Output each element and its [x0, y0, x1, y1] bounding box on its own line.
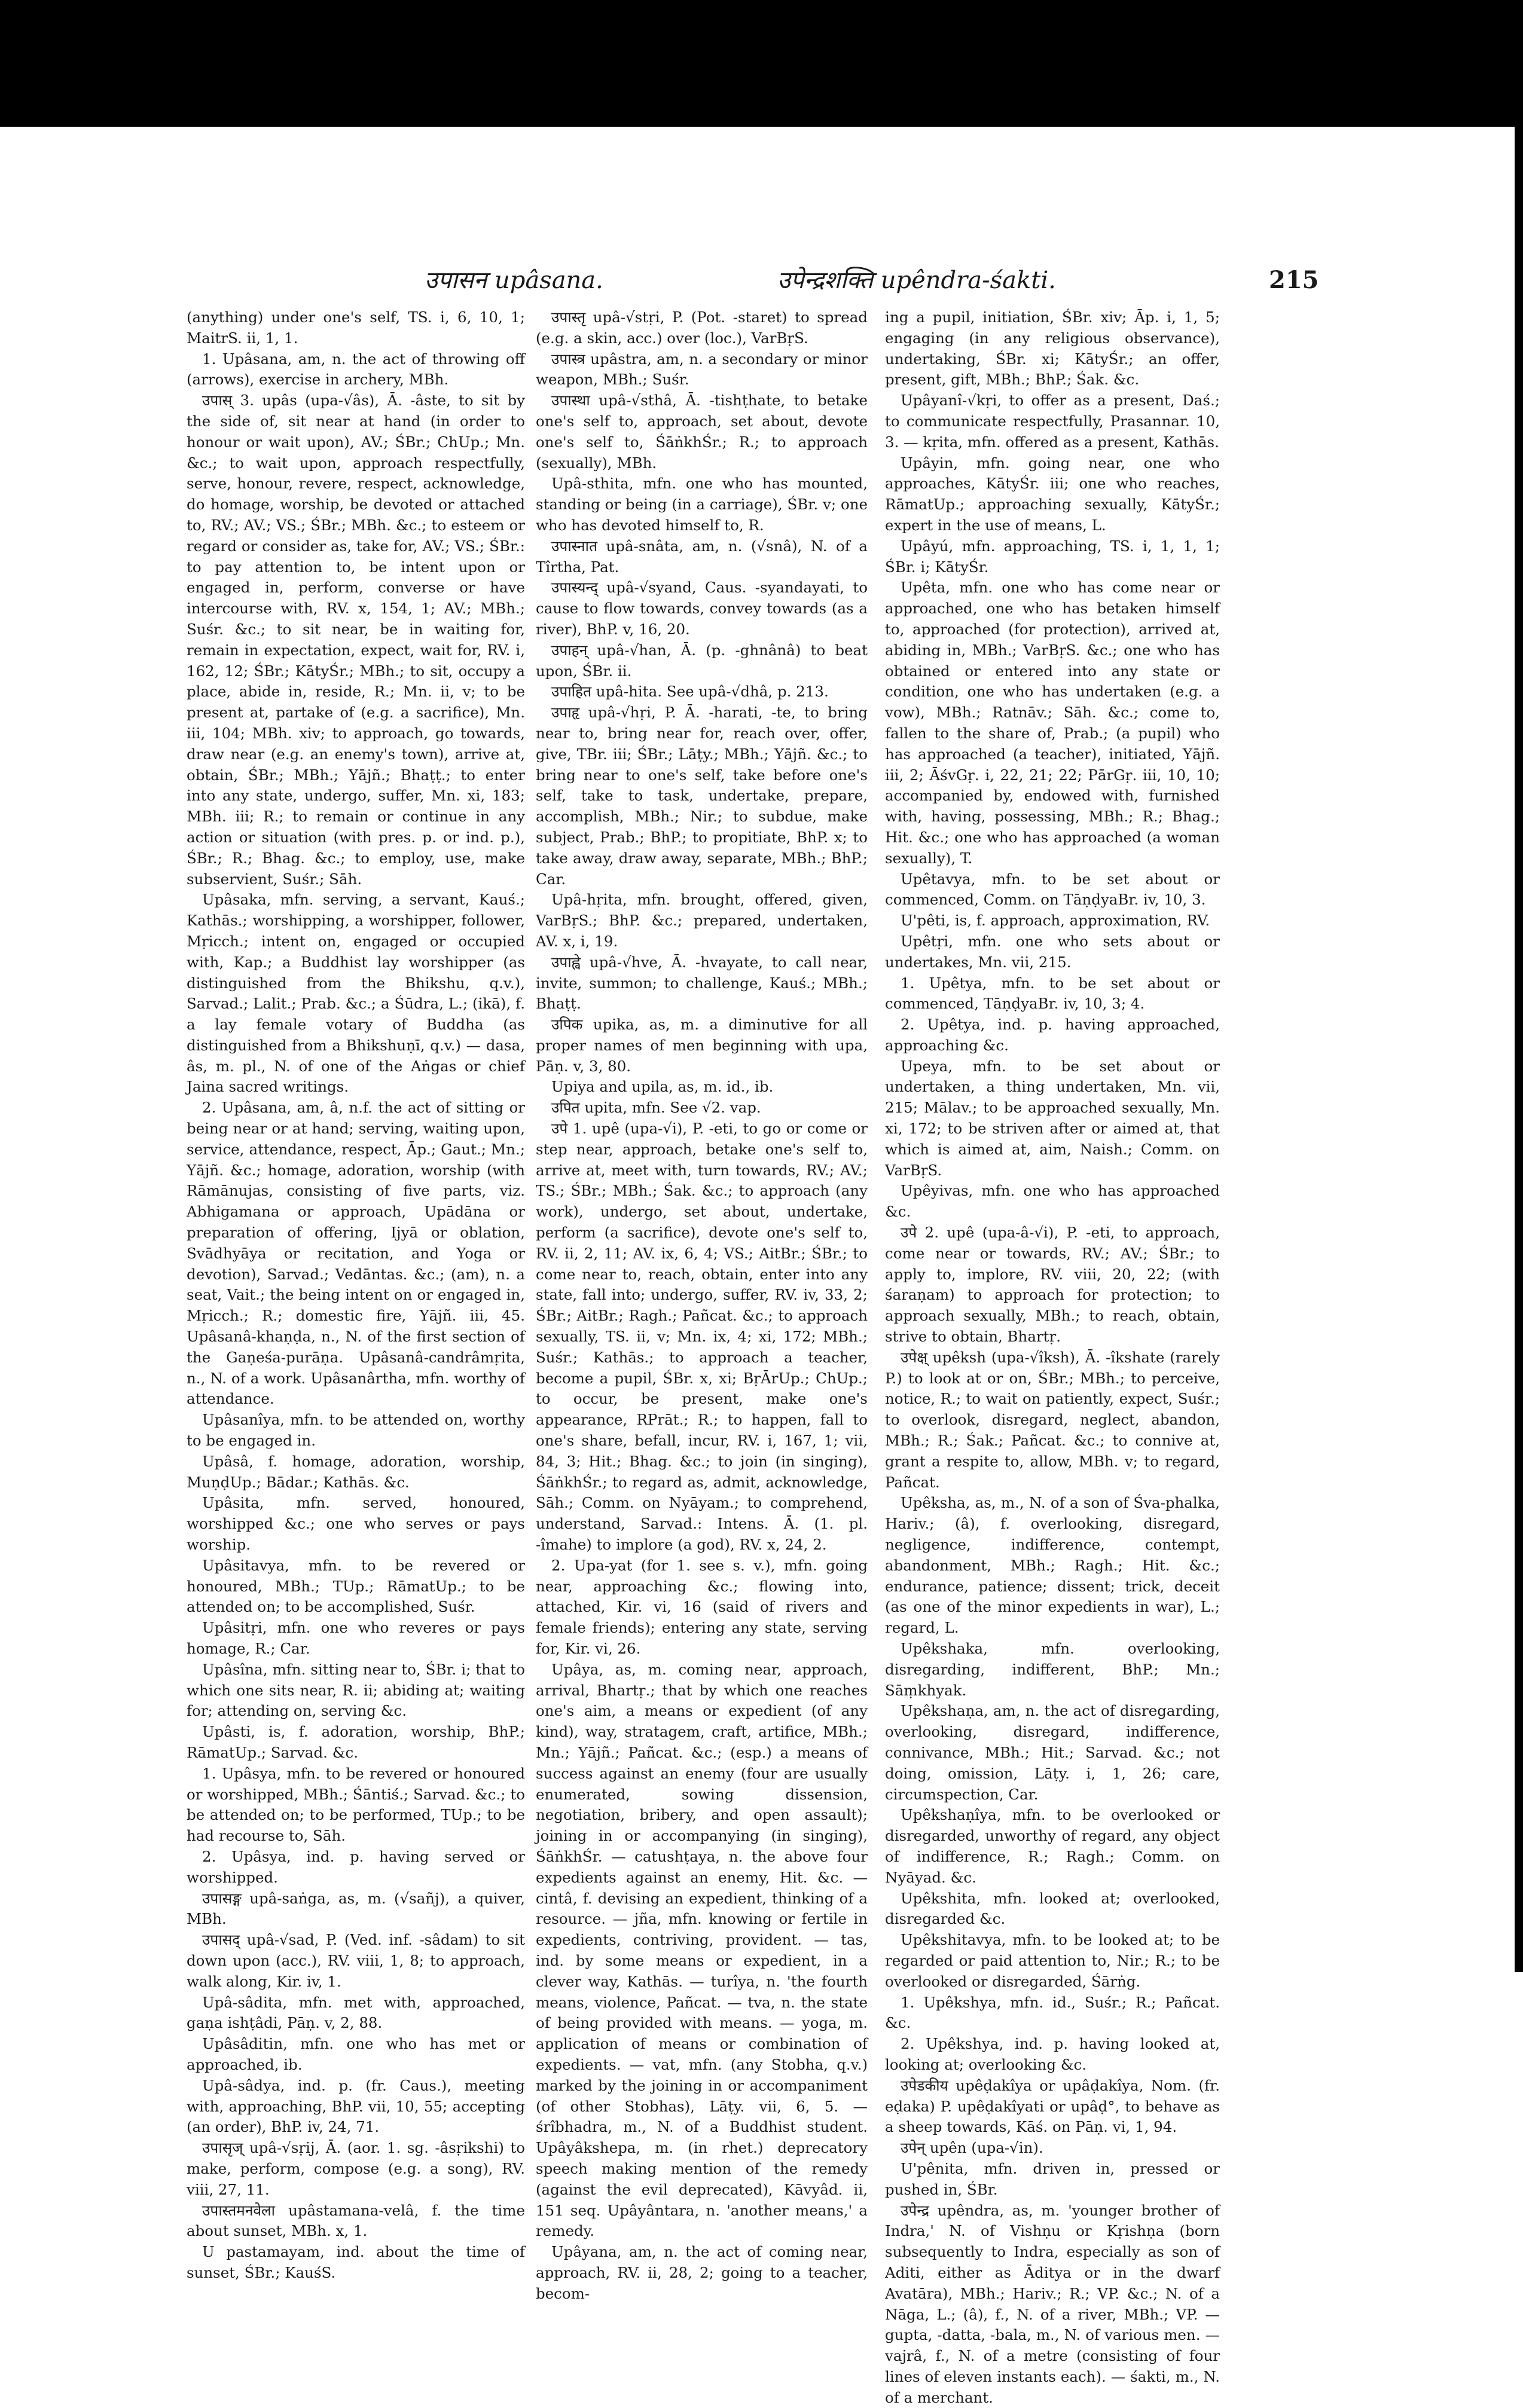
- dictionary-entry: 1. Upêkshya, mfn. id., Suśr.; R.; Pañcat. &c.: [885, 1993, 1220, 2032]
- dictionary-entry: Upêkshita, mfn. looked at; overlooked, disregarded &c.: [885, 1889, 1220, 1928]
- dictionary-entry: ing a pupil, initiation, ŚBr. xiv; Āp. i, 1, 5; engaging (in any religious observance), undertaking, ŚBr. xi; KātyŚr.; an offer, present, gift, MBh.; BhP.; Śak. &c.: [885, 308, 1220, 389]
- dictionary-entry: उपासद् upâ-√sad, P. (Ved. inf. -sâdam) to sit down upon (acc.), RV. viii, 1, 8; to approach, walk along, Kir. iv, 1.: [187, 1931, 525, 1990]
- dictionary-entry: Upâsâ, f. homage, adoration, worship, MuṇḍUp.; Bādar.; Kathās. &c.: [187, 1452, 525, 1491]
- dictionary-entry: Upâsaka, mfn. serving, a servant, Kauś.; Kathās.; worshipping, a worshipper, follower, Mṛicch.; intent on, engaged or occupied with, Kap.; a Buddhist lay worshipper (as distinguished from the Bhikshu, q.v.), Sarvad.; Lalit.; Prab. &c.; a Śūdra, L.; (ikā), f. a lay female votary of Buddha (as distinguished from a Bhikshuṇī, q.v.) — dasa, âs, m. pl., N. of one of the Aṅgas or chief Jaina sacred writings.: [187, 891, 525, 1096]
- dictionary-entry: 1. Upêtya, mfn. to be set about or commenced, TāṇḍyaBr. iv, 10, 3; 4.: [885, 974, 1220, 1013]
- dictionary-entry: 1. Upâsana, am, n. the act of throwing off (arrows), exercise in archery, MBh.: [187, 350, 525, 389]
- dictionary-entry: 2. Upêtya, ind. p. having approached, approaching &c.: [885, 1016, 1220, 1054]
- dictionary-entry: 2. Upâsana, am, â, n.f. the act of sitting or being near or at hand; serving, waiting upon, service, attendance, respect, Āp.; Gaut.; Mn.; Yājñ. &c.; homage, adoration, worship (with Rāmānujas, consisting of five parts, viz. Abhigamana or approach, Upādāna or preparation of offering, Ijyā or oblation, Svādhyāya or recitation, and Yoga or devotion), Sarvad.; Vedāntas. &c.; (am), n. a seat, Vait.; the being intent on or engaged in, Mṛicch.; R.; domestic fire, Yājñ. iii, 45. Upâsanâ-khaṇḍa, n., N. of the first section of the Gaṇeśa-purāṇa. Upâsanâ-candrâmṛita, n., N. of a work. Upâsanârtha, mfn. worthy of attendance.: [187, 1099, 525, 1408]
- dictionary-entry: उपास्नात upâ-snâta, am, n. (√snâ), N. of a Tîrtha, Pat.: [536, 537, 868, 576]
- dictionary-entry: U pastamayam, ind. about the time of sunset, ŚBr.; KauśS.: [187, 2243, 525, 2281]
- dictionary-entry: Upêksha, as, m., N. of a son of Śva-phalka, Hariv.; (â), f. overlooking, disregard, negligence, indifference, contempt, abandonment, MBh.; Ragh.; Hit. &c.; endurance, patience; dissent; trick, deceit (as one of the minor expedients in war), L.; regard, L.: [885, 1494, 1220, 1637]
- dictionary-entry: Upâsitavya, mfn. to be revered or honoured, MBh.; TUp.; RāmatUp.; to be attended on; to be accomplished, Suśr.: [187, 1556, 525, 1616]
- dictionary-entry: उपाहृ upâ-√hṛi, P. Ā. -harati, -te, to bring near to, bring near for, reach over, offer, give, TBr. iii; ŚBr.; Lāṭy.; MBh.; Yājñ. &c.; to bring near to one's self, take before one's self, take to task, undertake, prepare, accomplish, MBh.; Nir.; to subdue, make subject, Prab.; BhP.; to propitiate, BhP. x; to take away, draw away, separate, MBh.; BhP.; Car.: [536, 704, 868, 888]
- dictionary-entry: Upêta, mfn. one who has come near or approached, one who has betaken himself to, approached (for protection), arrived at, abiding in, MBh.; VarBṛS. &c.; one who has obtained or entered into any state or condition, one who has undertaken (e.g. a vow), MBh.; Ratnāv.; Sāh. &c.; come to, fallen to the share of, Prab.; (a pupil) who has approached (a teacher), initiated, Yājñ. iii, 2; ĀśvGṛ. i, 22, 21; 22; PārGṛ. iii, 10, 10; accompanied by, endowed with, furnished with, having, possessing, MBh.; R.; Bhag.; Hit. &c.; one who has approached (a woman sexually), T.: [885, 579, 1220, 867]
- dictionary-entry: उपास्तृ upâ-√stṛi, P. (Pot. -staret) to spread (e.g. a skin, acc.) over (loc.), VarBṛS.: [536, 308, 868, 347]
- dictionary-entry: Upâ-sthita, mfn. one who has mounted, standing or being (in a carriage), ŚBr. v; one who has devoted himself to, R.: [536, 475, 868, 534]
- scan-right-border: [1515, 127, 1523, 1972]
- dictionary-entry: Upêkshaṇîya, mfn. to be overlooked or disregarded, unworthy of regard, any object of indifference, R.; Ragh.; Comm. on Nyāyad. &c.: [885, 1806, 1220, 1886]
- column-middle: [536, 307, 868, 2302]
- dictionary-entry: Upiya and upila, as, m. id., ib.: [551, 1078, 774, 1096]
- dictionary-entry: Upeya, mfn. to be set about or undertaken, a thing undertaken, Mn. vii, 215; Mālav.; to be approached sexually, Mn. xi, 172; to be striven after or aimed at, that which is aimed at, aim, Naish.; Comm. on VarBṛS.: [885, 1057, 1220, 1179]
- dictionary-entry: उपेन्द्र upêndra, as, m. 'younger brother of Indra,' N. of Vishṇu or Kṛishṇa (born subsequently to Indra, especially as son of Aditi, either as Āditya or in the dwarf Avatāra), MBh.; Hariv.; R.; VP. &c.; N. of a Nāga, L.; (â), f., N. of a river, MBh.; VP. — gupta, -datta, -bala, m., N. of various men. — vajrâ, f., N. of a metre (consisting of four lines of eleven instants each). — śakti, m., N. of a merchant.: [885, 2201, 1220, 2406]
- dictionary-entry: उपे 2. upê (upa-â-√i), P. -eti, to approach, come near or towards, RV.; AV.; ŚBr.; to apply to, implore, RV. viii, 20, 22; (with śaraṇam) to approach for protection; to approach sexually, MBh.; to reach, obtain, strive to obtain, Bhartṛ.: [885, 1224, 1220, 1346]
- dictionary-entry: Upâsîna, mfn. sitting near to, ŚBr. i; that to which one sits near, R. ii; abiding at; waiting for; attending on, serving &c.: [187, 1660, 525, 1720]
- dictionary-entry: Upêyivas, mfn. one who has approached &c.: [885, 1182, 1220, 1221]
- dictionary-entry: उपास्था upâ-√sthâ, Ā. -tishṭhate, to betake one's self to, approach, set about, devote one's self to, ŚāṅkhŚr.; R.; to approach (sexually), MBh.: [536, 392, 868, 472]
- dictionary-entry: उपास्यन्द् upâ-√syand, Caus. -syandayati, to cause to flow towards, convey towards (as a river), BhP. v, 16, 20.: [536, 579, 868, 638]
- dictionary-entry: U'pêti, is, f. approach, approximation, RV.: [901, 912, 1210, 930]
- scan-top-border: [0, 0, 1523, 127]
- running-head-center: उपेन्द्रशक्ति upêndra-śakti.: [777, 267, 1056, 294]
- dictionary-entry: Upâya, as, m. coming near, approach, arrival, Bhartṛ.; that by which one reaches one's aim, a means or expedient (of any kind), way, stratagem, craft, artifice, MBh.; Mn.; Yājñ.; Pañcat. &c.; (esp.) a means of success against an enemy (four are usually enumerated, sowing dissension, negotiation, bribery, and open assault); joining in or accompanying (in singing), ŚāṅkhŚr. — catushṭaya, n. the above four expedients against an enemy, Hit. &c. — cintâ, f. devising an expedient, thinking of a resource. — jña, mfn. knowing or fertile in expedients, contriving, provident. — tas, ind. by some means or expedient, in a clever way, Kathās. — turîya, n. 'the fourth means, violence, Pañcat. — tva, n. the state of being provided with means. — yoga, m. application of means or combination of expedients. — vat, mfn. (any Stobha, q.v.) marked by the joining in or accompaniment (of other Stobhas), Lāṭy. vii, 6, 5. — śrîbhadra, m., N. of a Buddhist student. Upâyâkshepa, m. (in rhet.) deprecatory speech making mention of the remedy (against the evil deprecated), Kāvyâd. ii, 151 seq. Upâyântara, n. 'another means,' a remedy.: [536, 1660, 868, 2240]
- dictionary-entry: उपासङ्ग upâ-saṅga, as, m. (√sañj), a quiver, MBh.: [187, 1889, 525, 1928]
- dictionary-entry: उपास्तमनवेला upâstamana-velâ, f. the time about sunset, MBh. x, 1.: [187, 2201, 525, 2240]
- dictionary-entry: उपासृज् upâ-√sṛij, Ā. (aor. 1. sg. -âsṛikshi) to make, perform, compose (e.g. a song), RV. viii, 27, 11.: [187, 2139, 525, 2198]
- column-right: [885, 307, 1220, 2406]
- dictionary-entry: 2. Upêkshya, ind. p. having looked at, looking at; overlooking &c.: [885, 2035, 1220, 2073]
- dictionary-entry: Upâ-hṛita, mfn. brought, offered, given, VarBṛS.; BhP. &c.; prepared, undertaken, AV. x, i, 19.: [536, 891, 868, 950]
- dictionary-entry: Upâ-sâdita, mfn. met with, approached, gaṇa ishṭâdi, Pāṇ. v, 2, 88.: [187, 1993, 525, 2032]
- running-head-left: उपासन upâsana.: [425, 267, 603, 294]
- dictionary-entry: Upêkshaṇa, am, n. the act of disregarding, overlooking, disregard, indifference, connivance, MBh.; Hit.; Sarvad. &c.; not doing, omission, Lāṭy. i, 1, 26; care, circumspection, Car.: [885, 1702, 1220, 1803]
- dictionary-entry: Upâsita, mfn. served, honoured, worshipped &c.; one who serves or pays worship.: [187, 1494, 525, 1554]
- dictionary-entry: Upâsâditin, mfn. one who has met or approached, ib.: [187, 2035, 525, 2073]
- dictionary-entry: Upâyin, mfn. going near, one who approaches, KātyŚr. iii; one who reaches, RāmatUp.; approaching sexually, KātyŚr.; expert in the use of means, L.: [885, 454, 1220, 534]
- dictionary-entry: Upêkshitavya, mfn. to be looked at; to be regarded or paid attention to, Nir.; R.; to be overlooked or disregarded, Śārṅg.: [885, 1931, 1220, 1990]
- dictionary-entry: Upâsitṛi, mfn. one who reveres or pays homage, R.; Car.: [187, 1619, 525, 1657]
- dictionary-entry: Upêkshaka, mfn. overlooking, disregarding, indifferent, BhP.; Mn.; Sāṃkhyak.: [885, 1640, 1220, 1699]
- dictionary-entry: U'pênita, mfn. driven in, pressed or pushed in, ŚBr.: [885, 2159, 1220, 2198]
- dictionary-entry: Upâsanîya, mfn. to be attended on, worthy to be engaged in.: [187, 1411, 525, 1450]
- dictionary-entry: उपाह्वे upâ-√hve, Ā. -hvayate, to call near, invite, summon; to challenge, Kauś.; MBh.; Bhaṭṭ.: [536, 953, 868, 1013]
- page-number: 215: [1269, 266, 1319, 294]
- dictionary-entry: Upâyana, am, n. the act of coming near, approach, RV. ii, 28, 2; going to a teacher, becom-: [536, 2243, 868, 2302]
- dictionary-entry: 2. Upa-yat (for 1. see s. v.), mfn. going near, approaching &c.; flowing into, attached, Kir. vi, 16 (said of rivers and female friends); entering any state, serving for, Kir. vi, 26.: [536, 1556, 868, 1657]
- dictionary-entry: Upâ-sâdya, ind. p. (fr. Caus.), meeting with, approaching, BhP. vii, 10, 55; accepting (an order), BhP. iv, 24, 71.: [187, 2076, 525, 2136]
- dictionary-entry: उपास् 3. upâs (upa-√âs), Ā. -âste, to sit by the side of, sit near at hand (in order to honour or wait upon), AV.; ŚBr.; ChUp.; Mn. &c.; to wait upon, approach respectfully, serve, honour, revere, respect, acknowledge, do homage, worship, be devoted or attached to, RV.; AV.; VS.; ŚBr.; MBh. &c.; to esteem or regard or consider as, take for, AV.; VS.; ŚBr.: to pay attention to, be intent upon or engaged in, perform, converse or have intercourse with, RV. x, 154, 1; AV.; MBh.; Suśr. &c.; to sit near, be in waiting for, remain in expectation, expect, wait for, RV. i, 162, 12; ŚBr.; KātyŚr.; MBh.; to sit, occupy a place, abide in, reside, R.; Mn. ii, v; to be present at, partake of (e.g. a sacrifice), Mn. iii, 104; MBh. xiv; to approach, go towards, draw near (e.g. an enemy's town), arrive at, obtain, ŚBr.; MBh.; Yājñ.; Bhaṭṭ.; to enter into any state, undergo, suffer, Mn. xi, 183; MBh. iii; R.; to remain or continue in any action or situation (with pres. p. or ind. p.), ŚBr.; R.; Bhag. &c.; to employ, use, make subservient, Suśr.; Sāh.: [187, 392, 525, 888]
- dictionary-entry: उपे 1. upê (upa-√i), P. -eti, to go or come or step near, approach, betake one's self to, arrive at, meet with, turn towards, RV.; AV.; TS.; ŚBr.; MBh.; Śak. &c.; to approach (any work), undergo, set about, undertake, perform (a sacrifice), devote one's self to, RV. ii, 2, 11; AV. ix, 6, 4; VS.; AitBr.; ŚBr.; to come near to, reach, obtain, enter into any state, fall into; undergo, suffer, RV. iv, 33, 2; ŚBr.; AitBr.; Ragh.; Pañcat. &c.; to approach sexually, TS. ii, v; Mn. ix, 4; xi, 172; MBh.; Suśr.; Kathās.; to approach a teacher, become a pupil, ŚBr. x, xi; BṛĀrUp.; ChUp.; to occur, be present, make one's appearance, RPrāt.; R.; to happen, fall to one's share, befall, incur, RV. i, 167, 1; vii, 84, 3; Hit.; Bhag. &c.; to join (in singing), ŚāṅkhŚr.; to regard as, admit, acknowledge, Sāh.; Comm. on Nyāyam.; to comprehend, understand, Sarvad.: Intens. Ā. (1. pl. -îmahe) to implore (a god), RV. x, 24, 2.: [536, 1120, 868, 1554]
- dictionary-entry: Upêtavya, mfn. to be set about or commenced, Comm. on TāṇḍyaBr. iv, 10, 3.: [885, 870, 1220, 909]
- dictionary-entry: 1. Upâsya, mfn. to be revered or honoured or worshipped, MBh.; Śāntiś.; Sarvad. &c.; to be attended on; to be performed, TUp.; to be had recourse to, Sāh.: [187, 1764, 525, 1845]
- dictionary-entry: 2. Upâsya, ind. p. having served or worshipped.: [187, 1847, 525, 1886]
- dictionary-entry: Upâyú, mfn. approaching, TS. i, 1, 1, 1; ŚBr. i; KātyŚr.: [885, 537, 1220, 576]
- dictionary-entry: उपेन् upên (upa-√in).: [901, 2139, 1043, 2157]
- dictionary-entry: उपित upita, mfn. See √2. vap.: [551, 1099, 761, 1117]
- column-left: [187, 307, 525, 2281]
- dictionary-page: [0, 127, 1515, 2406]
- dictionary-entry: Upêtṛi, mfn. one who sets about or undertakes, Mn. vii, 215.: [885, 932, 1220, 971]
- dictionary-entry: उपास्त्र upâstra, am, n. a secondary or minor weapon, MBh.; Suśr.: [536, 350, 868, 389]
- dictionary-entry: उपिक upika, as, m. a diminutive for all proper names of men beginning with upa, Pāṇ. v, 3, 80.: [536, 1016, 868, 1075]
- dictionary-entry: Upâsti, is, f. adoration, worship, BhP.; RāmatUp.; Sarvad. &c.: [187, 1723, 525, 1761]
- dictionary-entry: Upâyanî-√kṛi, to offer as a present, Daś.; to communicate respectfully, Prasannar. 10, 3. — kṛita, mfn. offered as a present, Kathās.: [885, 392, 1220, 451]
- dictionary-entry: उपाहित upâ-hita. See upâ-√dhâ, p. 213.: [551, 683, 829, 701]
- dictionary-entry: उपाहन् upâ-√han, Ā. (p. -ghnânâ) to beat upon, ŚBr. ii.: [536, 641, 868, 680]
- dictionary-entry: (anything) under one's self, TS. i, 6, 10, 1; MaitrS. ii, 1, 1.: [187, 308, 525, 347]
- dictionary-entry: उपेक्ष् upêksh (upa-√îksh), Ā. -îkshate (rarely P.) to look at or on, ŚBr.; MBh.; to perceive, notice, R.; to wait on patiently, expect, Suśr.; to overlook, disregard, neglect, abandon, MBh.; R.; Śak.; Pañcat. &c.; to connive at, grant a respite to, allow, MBh. v; to regard, Pañcat.: [885, 1348, 1220, 1491]
- dictionary-entry: उपेडकीय upêḍakîya or upâḍakîya, Nom. (fr. eḍaka) P. upêḍakîyati or upâḍ°, to behave as a sheep towards, Kāś. on Pāṇ. vi, 1, 94.: [885, 2076, 1220, 2136]
